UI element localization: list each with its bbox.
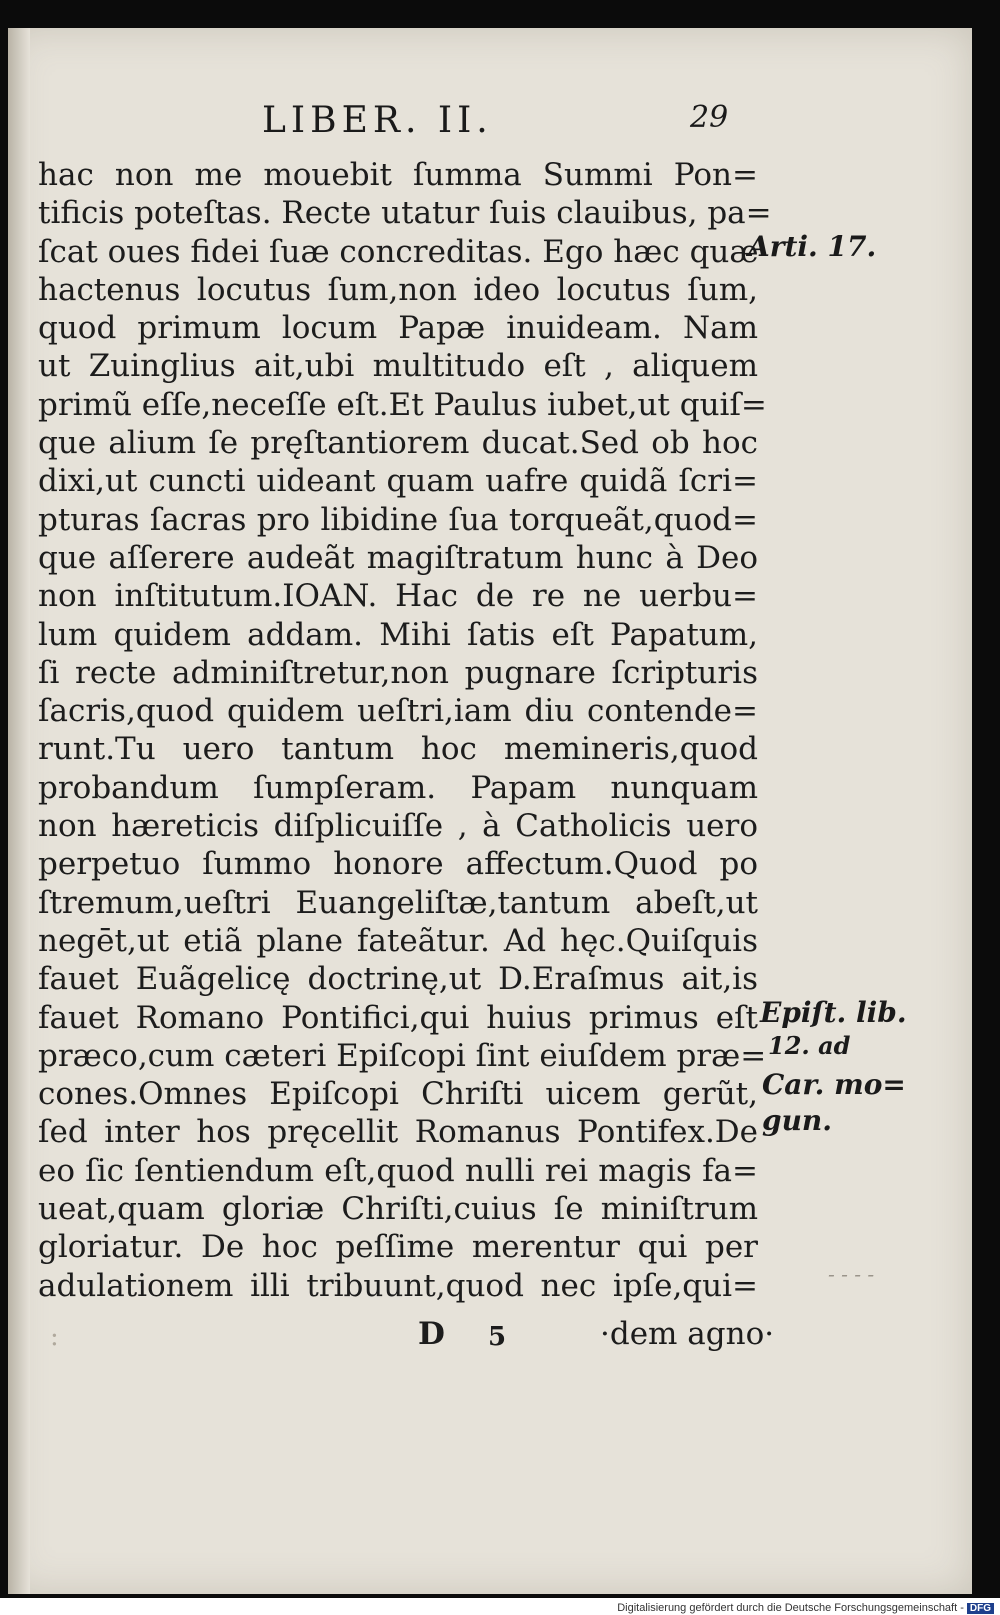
text-line: negēt,ut etiã plane fateãtur. Ad hęc.Quiſquis bbox=[38, 922, 758, 959]
credit-text: Digitalisierung gefördert durch die Deutsche Forschungsgemeinschaft - bbox=[617, 1602, 964, 1614]
text-line: que alium ſe pręſtantiorem ducat.Sed ob hoc bbox=[38, 425, 758, 462]
footer-faint-mark: : bbox=[50, 1322, 59, 1352]
signature-mark: D bbox=[418, 1316, 445, 1352]
text-line: gloriatur. De hoc peſſime merentur qui per bbox=[38, 1229, 758, 1266]
page-footer bbox=[40, 1316, 775, 1356]
page-gutter bbox=[8, 28, 30, 1594]
text-line: perpetuo ſummo honore affectum.Quod po bbox=[38, 846, 758, 883]
signature-number: 5 bbox=[488, 1322, 507, 1352]
marginal-note-epist: Epiſt. lib. bbox=[760, 996, 907, 1029]
marginal-faint-mark: - - - - bbox=[828, 1262, 875, 1286]
marginal-note-gun: gun. bbox=[762, 1104, 833, 1137]
page-number: 29 bbox=[690, 100, 729, 135]
dfg-logo: DFG bbox=[967, 1603, 994, 1614]
running-head: LIBER. II. bbox=[262, 100, 493, 141]
digitization-credit bbox=[617, 1602, 994, 1614]
text-line: lum quidem addam. Mihi ſatis eſt Papatum, bbox=[38, 616, 758, 653]
text-line: pturas ſacras pro libidine ſua torqueãt,quod= bbox=[38, 501, 758, 538]
text-line: ut Zuinglius ait,ubi multitudo eſt , aliquem bbox=[38, 348, 758, 385]
text-line: ſcat oues fidei ſuæ concreditas. Ego hæc quæ bbox=[38, 233, 759, 270]
text-line: que aſſerere audeãt magiſtratum hunc à Deo bbox=[38, 539, 758, 576]
marginal-note-car: Car. mo= bbox=[762, 1068, 906, 1101]
text-line: cones.Omnes Epiſcopi Chriſti uicem gerũt, bbox=[38, 1076, 758, 1113]
text-line: ſacris,quod quidem ueſtri,iam diu contende= bbox=[38, 693, 758, 730]
text-line: hactenus locutus ſum,non ideo locutus ſum, bbox=[38, 271, 758, 308]
text-line: ſi recte adminiſtretur,non pugnare ſcripturis bbox=[38, 654, 758, 691]
text-line: non hæreticis diſplicuiſſe , à Catholicis uero bbox=[38, 808, 758, 845]
text-line: ſed inter hos pręcellit Romanus Pontifex.De bbox=[38, 1114, 758, 1151]
text-line: adulationem illi tribuunt,quod nec ipſe,qui= bbox=[38, 1267, 758, 1304]
text-line: præco,cum cæteri Epiſcopi ſint eiuſdem præ= bbox=[38, 1037, 767, 1074]
text-line: eo ſic ſentiendum eſt,quod nulli rei magis fa= bbox=[38, 1152, 758, 1189]
text-line: runt.Tu uero tantum hoc memineris,quod bbox=[38, 731, 758, 768]
text-line: ſtremum,ueſtri Euangeliſtæ,tantum abeſt,ut bbox=[38, 884, 758, 921]
text-line: probandum ſumpſeram. Papam nunquam bbox=[38, 769, 758, 806]
catchword: ·dem agno· bbox=[600, 1316, 775, 1352]
text-line: fauet Romano Pontifici,qui huius primus eſt bbox=[38, 999, 758, 1036]
text-line: hac non me mouebit ſumma Summi Pon= bbox=[38, 157, 758, 193]
text-line: quod primum locum Papæ inuideam. Nam bbox=[38, 310, 758, 347]
marginal-note-arti: Arti. 17. bbox=[748, 230, 877, 263]
text-line: tificis poteſtas. Recte utatur ſuis clauibus, pa= bbox=[38, 195, 772, 232]
text-line: non inſtitutum.IOAN. Hac de re ne uerbu= bbox=[38, 578, 758, 615]
main-text bbox=[38, 156, 772, 1305]
text-line: fauet Euãgelicę doctrinę,ut D.Eraſmus ait,is bbox=[38, 961, 758, 998]
text-line: dixi,ut cuncti uideant quam uafre quidã ſcri= bbox=[38, 463, 758, 500]
marginal-note-number: 12. ad bbox=[768, 1031, 851, 1060]
text-line: primũ eſſe,neceſſe eſt.Et Paulus iubet,ut quiſ= bbox=[38, 386, 767, 423]
text-line: ueat,quam gloriæ Chriſti,cuius ſe miniſtrum bbox=[38, 1191, 758, 1228]
